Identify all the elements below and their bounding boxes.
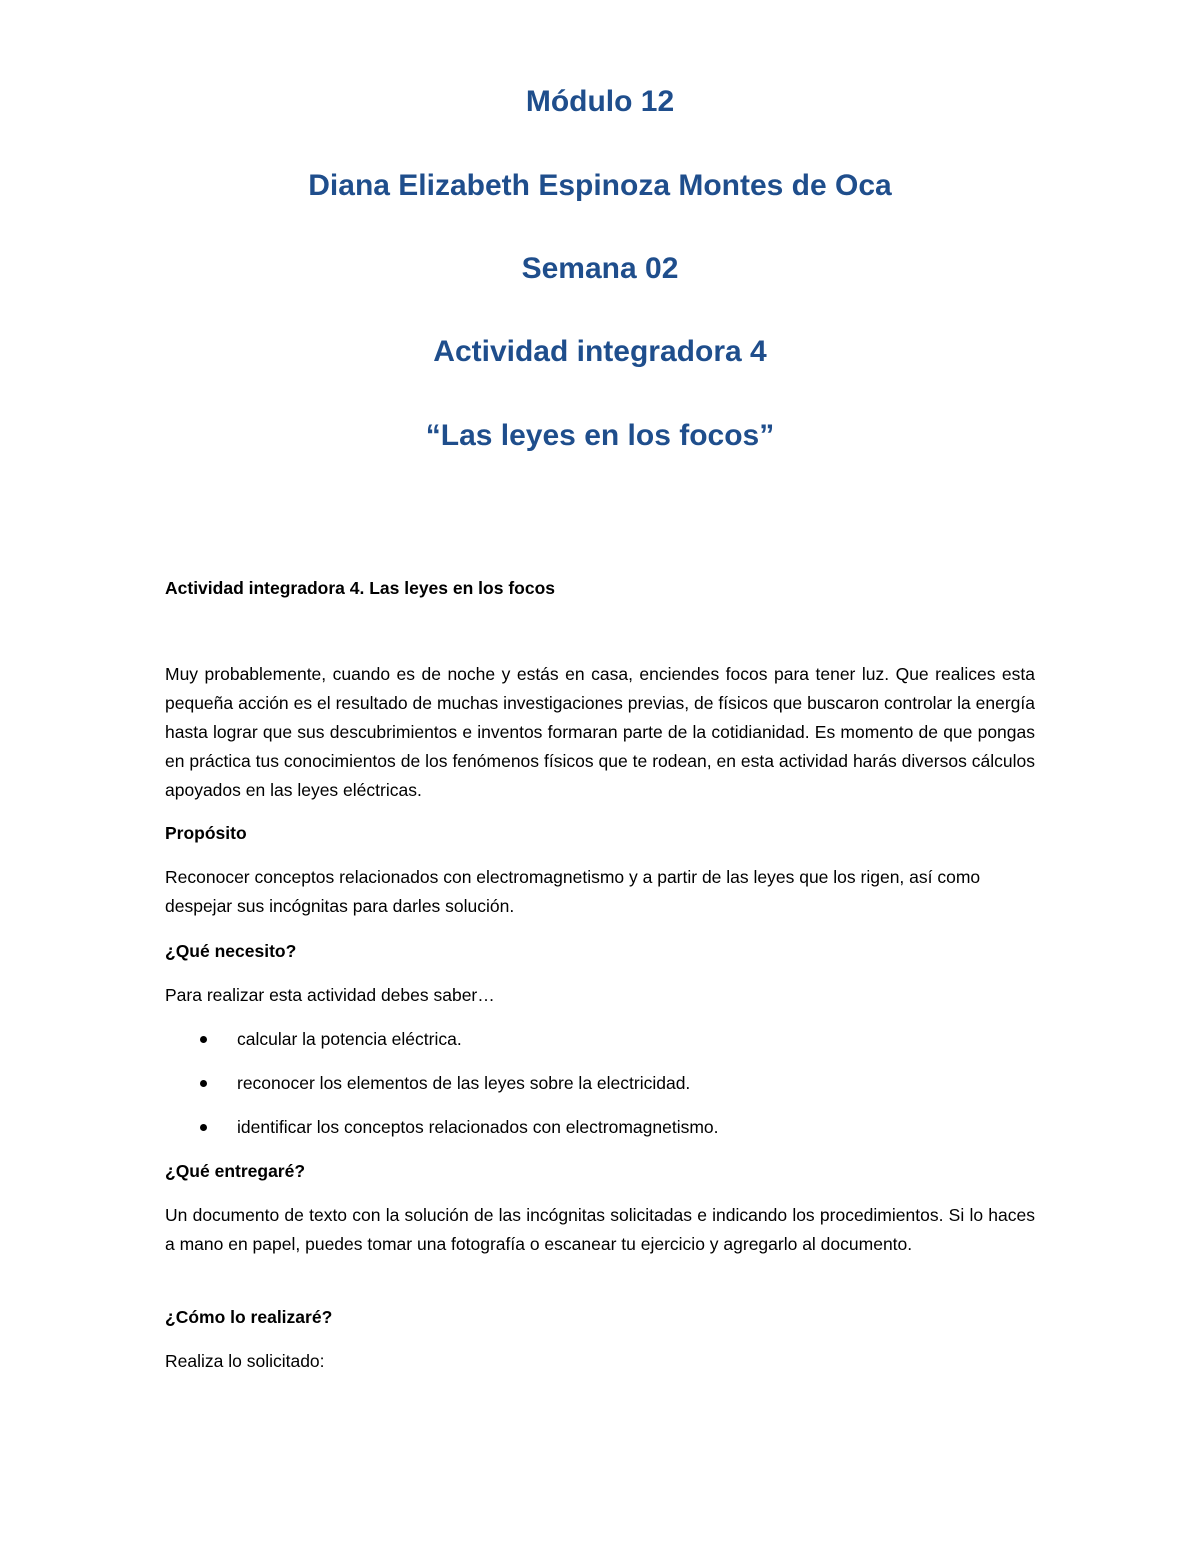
- how-paragraph: Realiza lo solicitado:: [165, 1351, 325, 1371]
- author-name: Diana Elizabeth Espinoza Montes de Oca: [308, 169, 892, 202]
- deliver-heading: ¿Qué entregaré?: [165, 1161, 306, 1181]
- bullet-icon: [200, 1080, 207, 1087]
- deliver-paragraph: Un documento de texto con la solución de las incógnitas solicitadas e indicando los procedimientos. Si lo haces a mano en papel, puedes tomar una fotografía o escanear tu ejercicio y agregarlo al documento.: [165, 1205, 1035, 1254]
- purpose-paragraph: Reconocer conceptos relacionados con electromagnetismo y a partir de las leyes que los rigen, así como despejar sus incógnitas para darles solución.: [165, 867, 981, 916]
- requirements-list: [198, 1025, 1038, 1157]
- how-heading: ¿Cómo lo realizaré?: [165, 1307, 333, 1327]
- activity-title: Actividad integradora 4: [433, 335, 767, 368]
- list-item: [198, 1069, 1038, 1113]
- list-item-text: calcular la potencia eléctrica.: [237, 1029, 462, 1049]
- bullet-icon: [200, 1036, 207, 1043]
- list-item-text: reconocer los elementos de las leyes sobre la electricidad.: [237, 1073, 691, 1093]
- module-title: Módulo 12: [525, 85, 675, 118]
- section-heading: Actividad integradora 4. Las leyes en los focos: [165, 578, 555, 598]
- need-heading: ¿Qué necesito?: [165, 941, 297, 961]
- purpose-heading: Propósito: [165, 823, 247, 843]
- activity-subtitle: “Las leyes en los focos”: [425, 419, 775, 452]
- list-item-text: identificar los conceptos relacionados con electromagnetismo.: [237, 1117, 719, 1137]
- list-item: [198, 1113, 1038, 1157]
- list-item: [198, 1025, 1038, 1069]
- need-intro: Para realizar esta actividad debes saber…: [165, 985, 495, 1005]
- intro-paragraph: Muy probablemente, cuando es de noche y estás en casa, enciendes focos para tener luz. Que realices esta pequeña acción es el resultado de muchas investigaciones previas, de físicos que buscaron controlar la energía hasta lograr que sus descubrimientos e inventos formaran parte de la cotidianidad. Es momento de que pongas en práctica tus conocimientos de los fenómenos físicos que te rodean, en esta actividad harás diversos cálculos apoyados en las leyes eléctricas.: [165, 664, 1035, 800]
- week-title: Semana 02: [521, 252, 679, 285]
- bullet-icon: [200, 1124, 207, 1131]
